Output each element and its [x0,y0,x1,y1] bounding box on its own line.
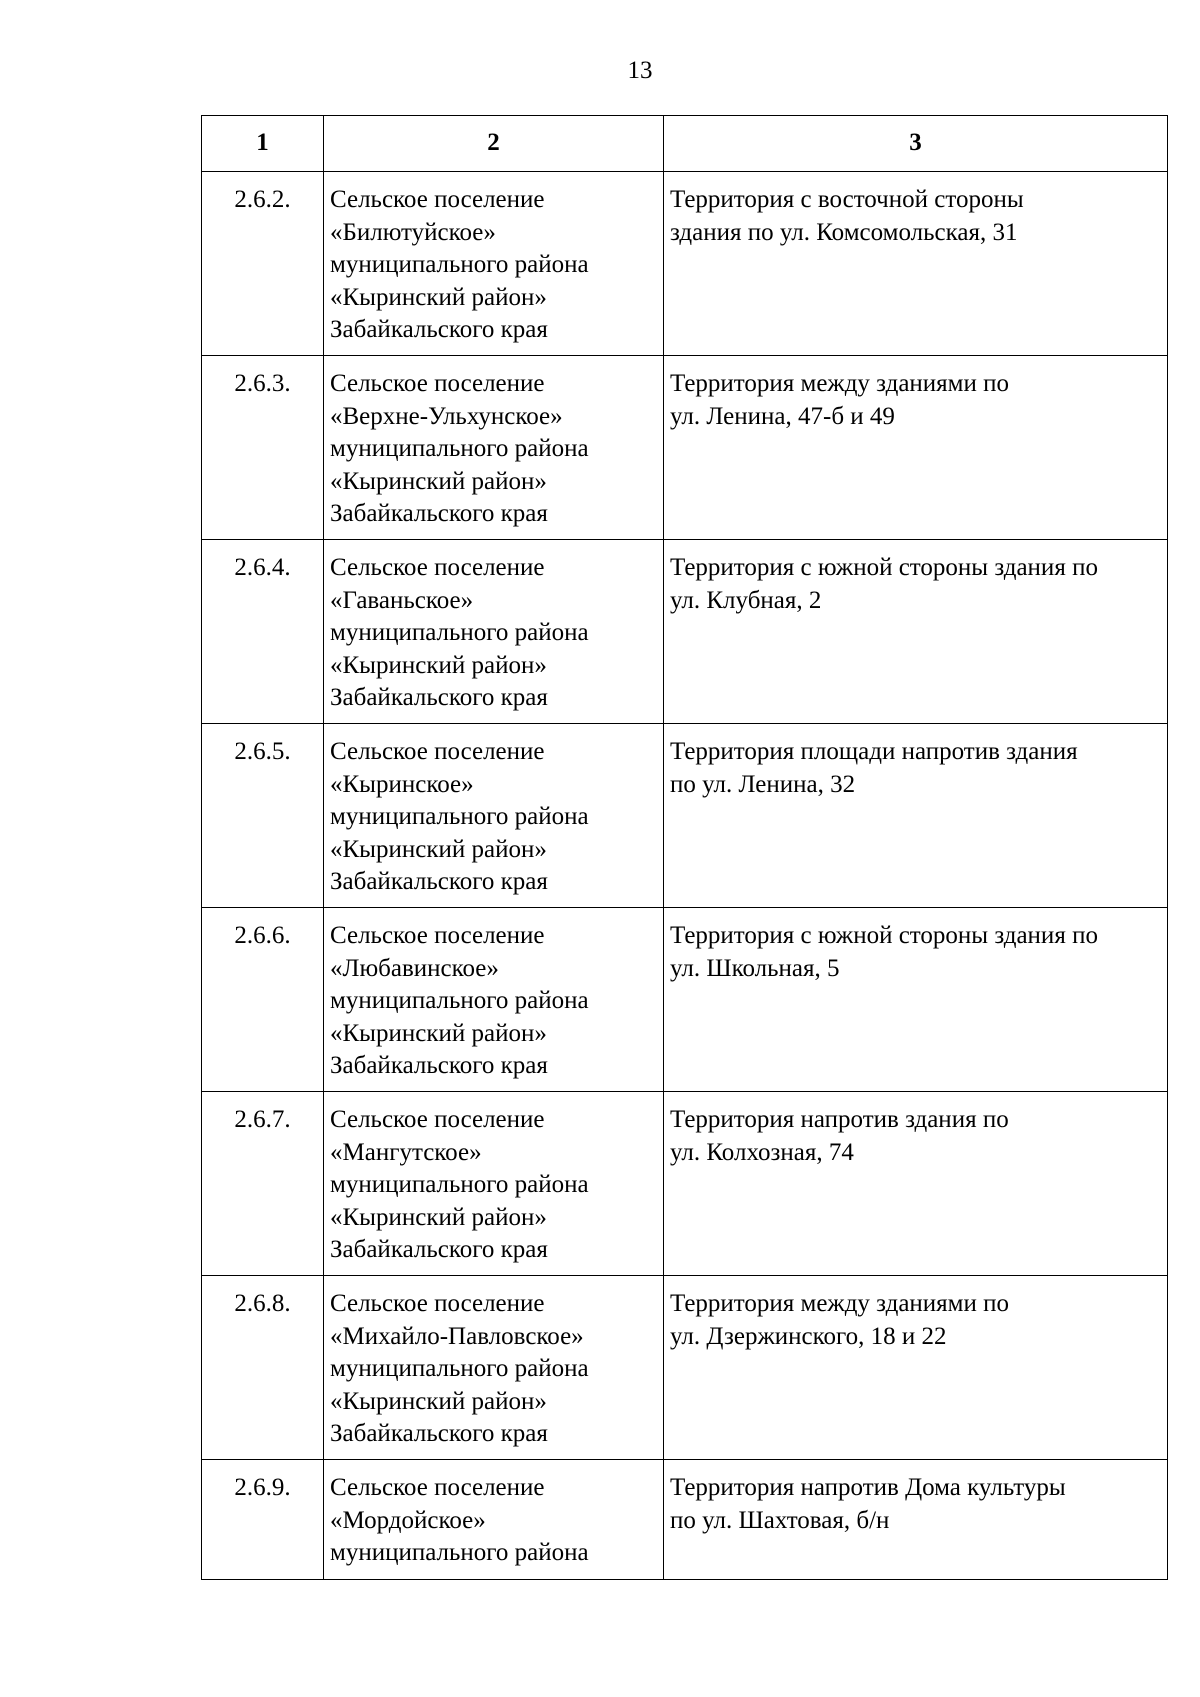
settlement-line: «Михайло-Павловское» [330,1322,584,1350]
settlement-line: «Гаваньское» [330,586,474,614]
settlement-cell [324,724,664,908]
location-line: Территория между зданиями по [670,1290,1010,1317]
settlement-line: муниципального района [330,251,589,278]
table-row [202,172,1168,356]
row-number: 2.6.4. [202,540,324,724]
settlement-line: Забайкальского края [330,500,548,527]
table-row [202,1276,1168,1460]
location-line: по ул. Шахтовая, б/н [670,1506,890,1534]
settlement-line: «Мангутское» [330,1138,482,1166]
location-cell [664,724,1168,908]
settlement-line: Сельское поселение [330,1106,545,1133]
location-line: Территория площади напротив здания [670,738,1078,765]
settlement-line: Сельское поселение [330,922,545,949]
table-row [202,356,1168,540]
location-line: ул. Школьная, 5 [670,954,840,982]
settlement-line: «Кыринский район» [330,651,547,679]
settlement-line: «Кыринский район» [330,1203,547,1231]
location-cell [664,540,1168,724]
location-line: ул. Клубная, 2 [670,586,822,614]
settlement-cell [324,1092,664,1276]
location-line: ул. Дзержинского, 18 и 22 [670,1322,947,1350]
settlement-cell [324,1460,664,1580]
table-row [202,540,1168,724]
settlement-line: Забайкальского края [330,684,548,711]
settlement-line: «Кыринский район» [330,283,547,311]
settlement-line: Забайкальского края [330,1420,548,1447]
location-line: ул. Ленина, 47-б и 49 [670,402,895,430]
settlement-line: «Кыринский район» [330,1387,547,1415]
location-line: Территория с южной стороны здания по [670,922,1098,949]
location-line: Территория напротив Дома культуры [670,1474,1066,1501]
row-number: 2.6.6. [202,908,324,1092]
table-header-row [202,116,1168,172]
table-row [202,1460,1168,1580]
settlement-line: Забайкальского края [330,868,548,895]
settlement-line: Забайкальского края [330,1236,548,1263]
location-line: ул. Колхозная, 74 [670,1138,854,1166]
settlement-line: муниципального района [330,1171,589,1198]
location-cell [664,172,1168,356]
row-number: 2.6.7. [202,1092,324,1276]
settlement-line: Сельское поселение [330,738,545,765]
settlement-line: «Кыринское» [330,770,474,798]
table-row [202,724,1168,908]
table-row [202,1092,1168,1276]
location-line: здания по ул. Комсомольская, 31 [670,218,1018,246]
column-header-location: 3 [664,116,1168,172]
settlement-line: «Мордойское» [330,1506,486,1534]
settlement-cell [324,908,664,1092]
settlement-line: Забайкальского края [330,1052,548,1079]
settlement-cell [324,172,664,356]
table-row [202,908,1168,1092]
settlement-cell [324,1276,664,1460]
settlement-line: муниципального района [330,987,589,1014]
location-cell [664,1092,1168,1276]
settlement-line: «Билютуйское» [330,218,496,246]
settlement-line: Сельское поселение [330,1474,545,1501]
settlement-line: Сельское поселение [330,370,545,397]
settlement-line: Сельское поселение [330,186,545,213]
settlement-line: муниципального района [330,619,589,646]
row-number: 2.6.3. [202,356,324,540]
location-cell [664,356,1168,540]
settlement-line: Забайкальского края [330,316,548,343]
column-header-settlement: 2 [324,116,664,172]
settlement-line: Сельское поселение [330,554,545,581]
column-header-number: 1 [202,116,324,172]
location-line: Территория с южной стороны здания по [670,554,1098,581]
location-cell [664,908,1168,1092]
settlement-line: «Любавинское» [330,954,499,982]
settlement-line: Сельское поселение [330,1290,545,1317]
settlement-cell [324,356,664,540]
location-line: по ул. Ленина, 32 [670,770,856,798]
settlement-cell [324,540,664,724]
location-line: Территория напротив здания по [670,1106,1009,1133]
location-cell [664,1460,1168,1580]
settlement-line: «Кыринский район» [330,1019,547,1047]
row-number: 2.6.5. [202,724,324,908]
settlement-line: муниципального района [330,803,589,830]
location-line: Территория с восточной стороны [670,186,1024,213]
page-number: 13 [627,57,653,84]
location-line: Территория между зданиями по [670,370,1010,397]
settlement-line: «Кыринский район» [330,835,547,863]
settlement-line: «Кыринский район» [330,467,547,495]
settlement-line: муниципального района [330,1355,589,1382]
settlement-line: муниципального района [330,435,589,462]
location-cell [664,1276,1168,1460]
row-number: 2.6.9. [202,1460,324,1580]
document-table [201,115,1168,1580]
settlement-line: муниципального района [330,1539,589,1566]
settlement-line: «Верхне-Ульхунское» [330,402,563,430]
row-number: 2.6.8. [202,1276,324,1460]
row-number: 2.6.2. [202,172,324,356]
